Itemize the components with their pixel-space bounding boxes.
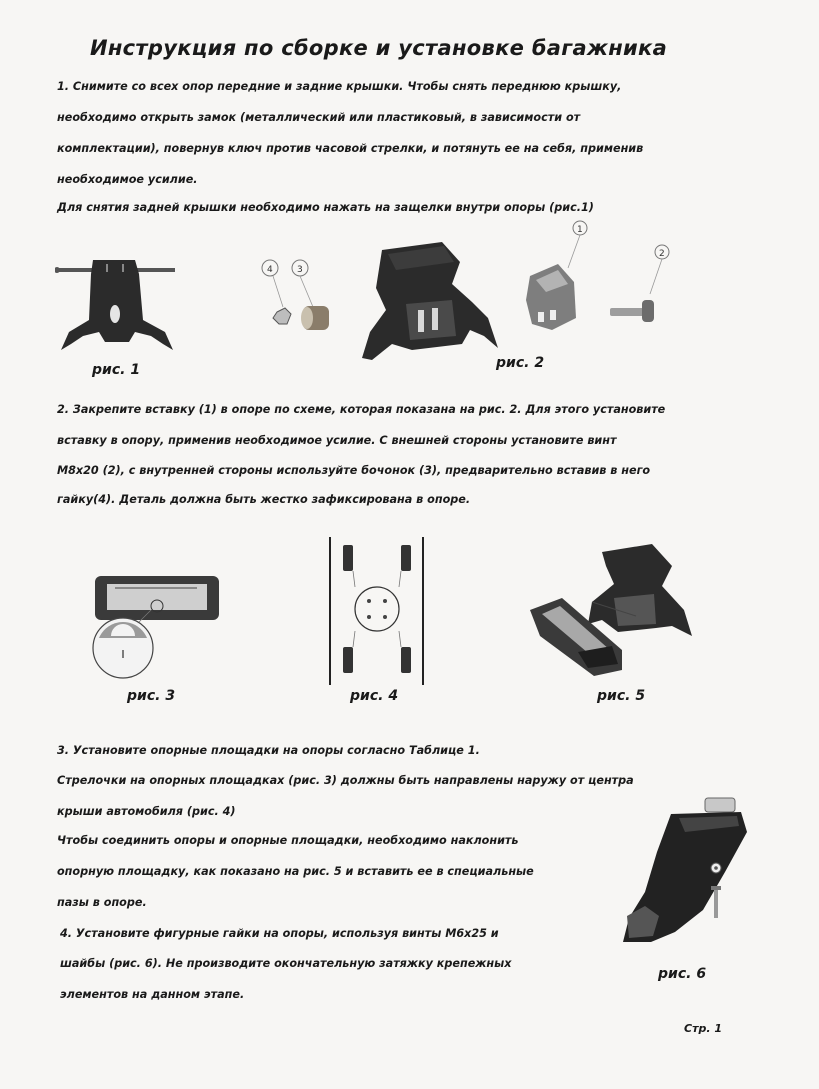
section-1-line: Для снятия задней крышки необходимо нажать на защелки внутри опоры (рис.1) [57,201,594,214]
section-3-line: 3. Установите опорные площадки на опоры согласно Таблице 1. [57,744,480,757]
section-1-line: 1. Снимите со всех опор передние и задние крышки. Чтобы снять переднюю крышку, [57,80,622,93]
callout-3-number: 3 [297,265,303,275]
section-4-line: шайбы (рис. 6). Не производите окончательную затяжку крепежных [60,957,512,970]
section-3-line: крыши автомобиля (рис. 4) [57,805,236,818]
callout-1-number: 1 [577,225,583,235]
callout-4-number: 4 [267,265,273,275]
figure-2-parts [255,252,345,342]
figure-1-caption: рис. 1 [92,362,141,378]
figure-3-caption: рис. 3 [127,688,176,704]
section-2-line: 2. Закрепите вставку (1) в опоре по схеме, которая показана на рис. 2. Для этого установите [57,403,666,416]
section-3-line: опорную площадку, как показано на рис. 5 и вставить ее в специальные [57,865,534,878]
section-2-line: вставку в опору, применив необходимое усилие. С внешней стороны установите винт [57,434,617,447]
section-3-line: Стрелочки на опорных площадках (рис. 3) должны быть направлены наружу от центра [57,774,634,787]
section-1-line: комплектации), повернув ключ против часовой стрелки, и потянуть ее на себя, применив [57,142,644,155]
figure-5-caption: рис. 5 [597,688,646,704]
figure-4-caption: рис. 4 [350,688,399,704]
section-4-line: элементов на данном этапе. [60,988,245,1001]
section-2-line: гайку(4). Деталь должна быть жестко зафиксирована в опоре. [57,493,471,506]
figure-2-support [352,240,502,368]
figure-1-illustration [55,240,190,360]
figure-6-support-with-nut [605,792,755,952]
figure-2-insert-bolt [518,220,688,345]
callout-2-number: 2 [659,249,665,259]
section-2-line: М8х20 (2), с внутренней стороны используйте бочонок (3), предварительно вставив в него [57,464,651,477]
page-number: Стр. 1 [684,1022,722,1035]
figure-5-assembly [522,540,697,680]
page-title: Инструкция по сборке и установке багажника [90,36,668,60]
figure-3-pad [85,570,225,680]
section-4-line: 4. Установите фигурные гайки на опоры, используя винты М6х25 и [60,927,499,940]
figure-6-caption: рис. 6 [658,966,707,982]
figure-4-roof-scheme [325,535,430,690]
section-3-line: Чтобы соединить опоры и опорные площадки, необходимо наклонить [57,834,519,847]
section-3-line: пазы в опоре. [57,896,147,909]
figure-2-caption: рис. 2 [496,355,545,371]
section-1-line: необходимое усилие. [57,173,198,186]
section-1-line: необходимо открыть замок (металлический или пластиковый, в зависимости от [57,111,581,124]
